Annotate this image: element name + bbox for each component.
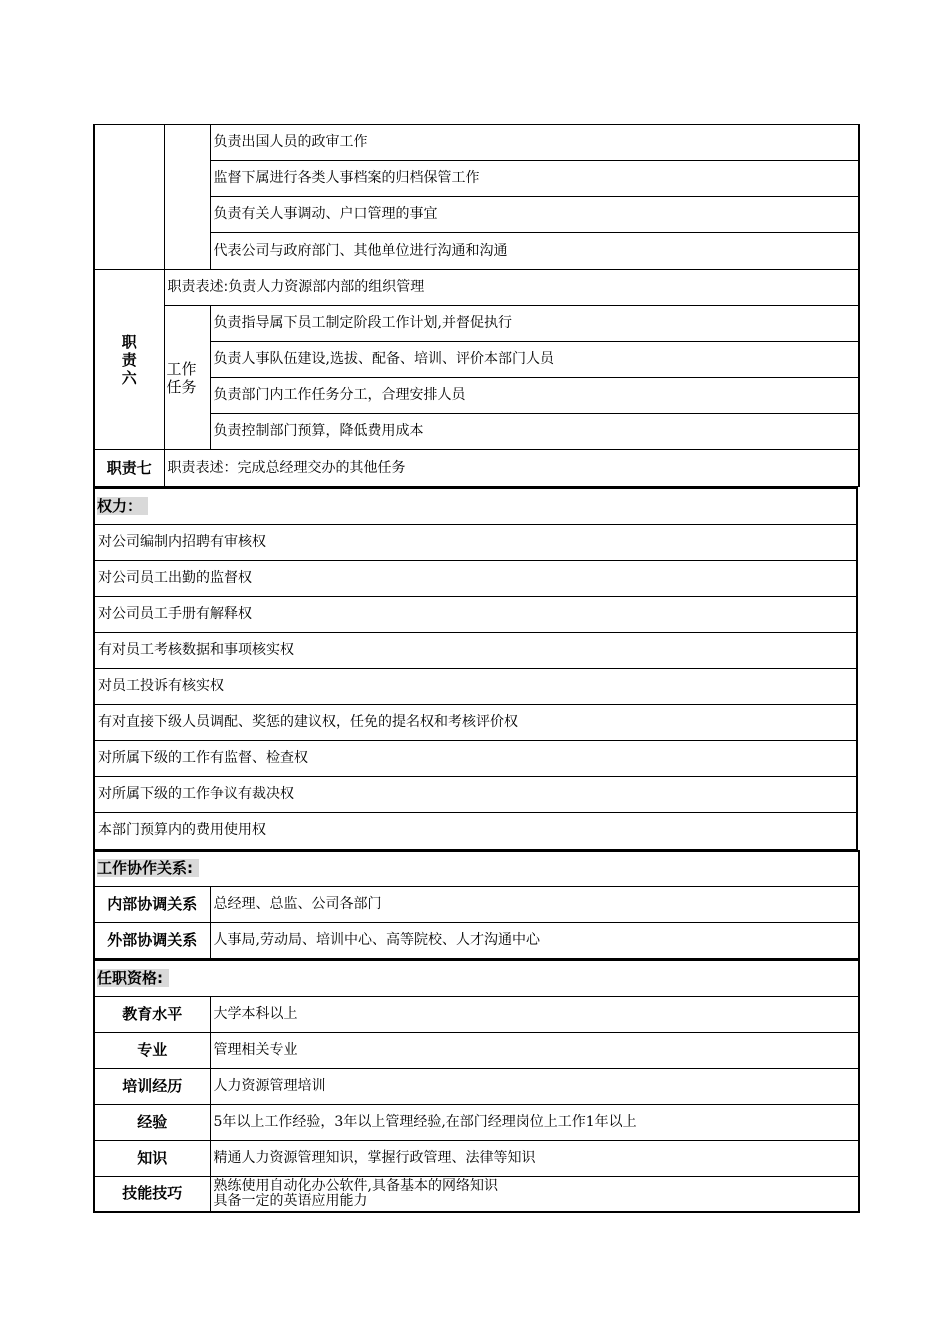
duty5-task-label-cell xyxy=(164,125,210,270)
relations-title: 工作协作关系: xyxy=(94,851,859,887)
authority-item: 对公司编制内招聘有审核权 xyxy=(94,524,857,560)
training-value: 人力资源管理培训 xyxy=(210,1068,859,1104)
knowledge-value: 精通人力资源管理知识，掌握行政管理、法律等知识 xyxy=(210,1140,859,1176)
experience-label: 经验 xyxy=(94,1104,210,1140)
authority-item: 有对直接下级人员调配、奖惩的建议权，任免的提名权和考核评价权 xyxy=(94,704,857,740)
skills-line: 熟练使用自动化办公软件,具备基本的网络知识 xyxy=(213,1177,498,1194)
skills-label: 技能技巧 xyxy=(94,1176,210,1212)
authority-item: 对公司员工出勤的监督权 xyxy=(94,560,857,596)
internal-relations-value: 总经理、总监、公司各部门 xyxy=(210,887,859,923)
education-label: 教育水平 xyxy=(94,996,210,1032)
major-value: 管理相关专业 xyxy=(210,1032,859,1068)
internal-relations-label: 内部协调关系 xyxy=(94,887,210,923)
training-label: 培训经历 xyxy=(94,1068,210,1104)
duty6-task: 负责控制部门预算，降低费用成本 xyxy=(210,414,859,450)
authority-item: 对所属下级的工作争议有裁决权 xyxy=(94,776,857,812)
duty5-task: 负责出国人员的政审工作 xyxy=(210,125,859,161)
relations-table xyxy=(93,850,860,960)
major-label: 专业 xyxy=(94,1032,210,1068)
authority-item: 有对员工考核数据和事项核实权 xyxy=(94,632,857,668)
authority-item: 对所属下级的工作有监督、检查权 xyxy=(94,740,857,776)
duty6-label: 职责六 xyxy=(94,270,164,450)
skills-line: 具备一定的英语应用能力 xyxy=(213,1192,368,1209)
authority-item: 对公司员工手册有解释权 xyxy=(94,596,857,632)
job-description-sheet xyxy=(93,124,858,1213)
knowledge-label: 知识 xyxy=(94,1140,210,1176)
experience-value: 5年以上工作经验，3年以上管理经验,在部门经理岗位上工作1年以上 xyxy=(210,1104,859,1140)
duty5-label-cell xyxy=(94,125,164,270)
duties-table xyxy=(93,124,860,487)
duty6-task: 负责指导属下员工制定阶段工作计划,并督促执行 xyxy=(210,306,859,342)
duty7-description: 职责表述：完成总经理交办的其他任务 xyxy=(164,450,859,487)
duty6-description: 职责表述:负责人力资源部内部的组织管理 xyxy=(164,270,859,306)
external-relations-value: 人事局,劳动局、培训中心、高等院校、人才沟通中心 xyxy=(210,923,859,959)
qualifications-title: 任职资格: xyxy=(94,960,859,996)
authority-item: 对员工投诉有核实权 xyxy=(94,668,857,704)
education-value: 大学本科以上 xyxy=(210,996,859,1032)
external-relations-label: 外部协调关系 xyxy=(94,923,210,959)
skills-value xyxy=(210,1176,859,1212)
duty7-label: 职责七 xyxy=(94,450,164,487)
qualifications-table xyxy=(93,959,860,1213)
duty5-task: 监督下属进行各类人事档案的归档保管工作 xyxy=(210,161,859,197)
authority-table xyxy=(93,487,858,850)
authority-title: 权力： xyxy=(94,488,857,524)
authority-item: 本部门预算内的费用使用权 xyxy=(94,812,857,849)
duty6-task-label: 工作任务 xyxy=(164,306,210,450)
duty5-task: 负责有关人事调动、户口管理的事宜 xyxy=(210,197,859,233)
duty6-task: 负责部门内工作任务分工，合理安排人员 xyxy=(210,378,859,414)
duty6-task: 负责人事队伍建设,选拔、配备、培训、评价本部门人员 xyxy=(210,342,859,378)
duty5-task: 代表公司与政府部门、其他单位进行沟通和沟通 xyxy=(210,233,859,270)
